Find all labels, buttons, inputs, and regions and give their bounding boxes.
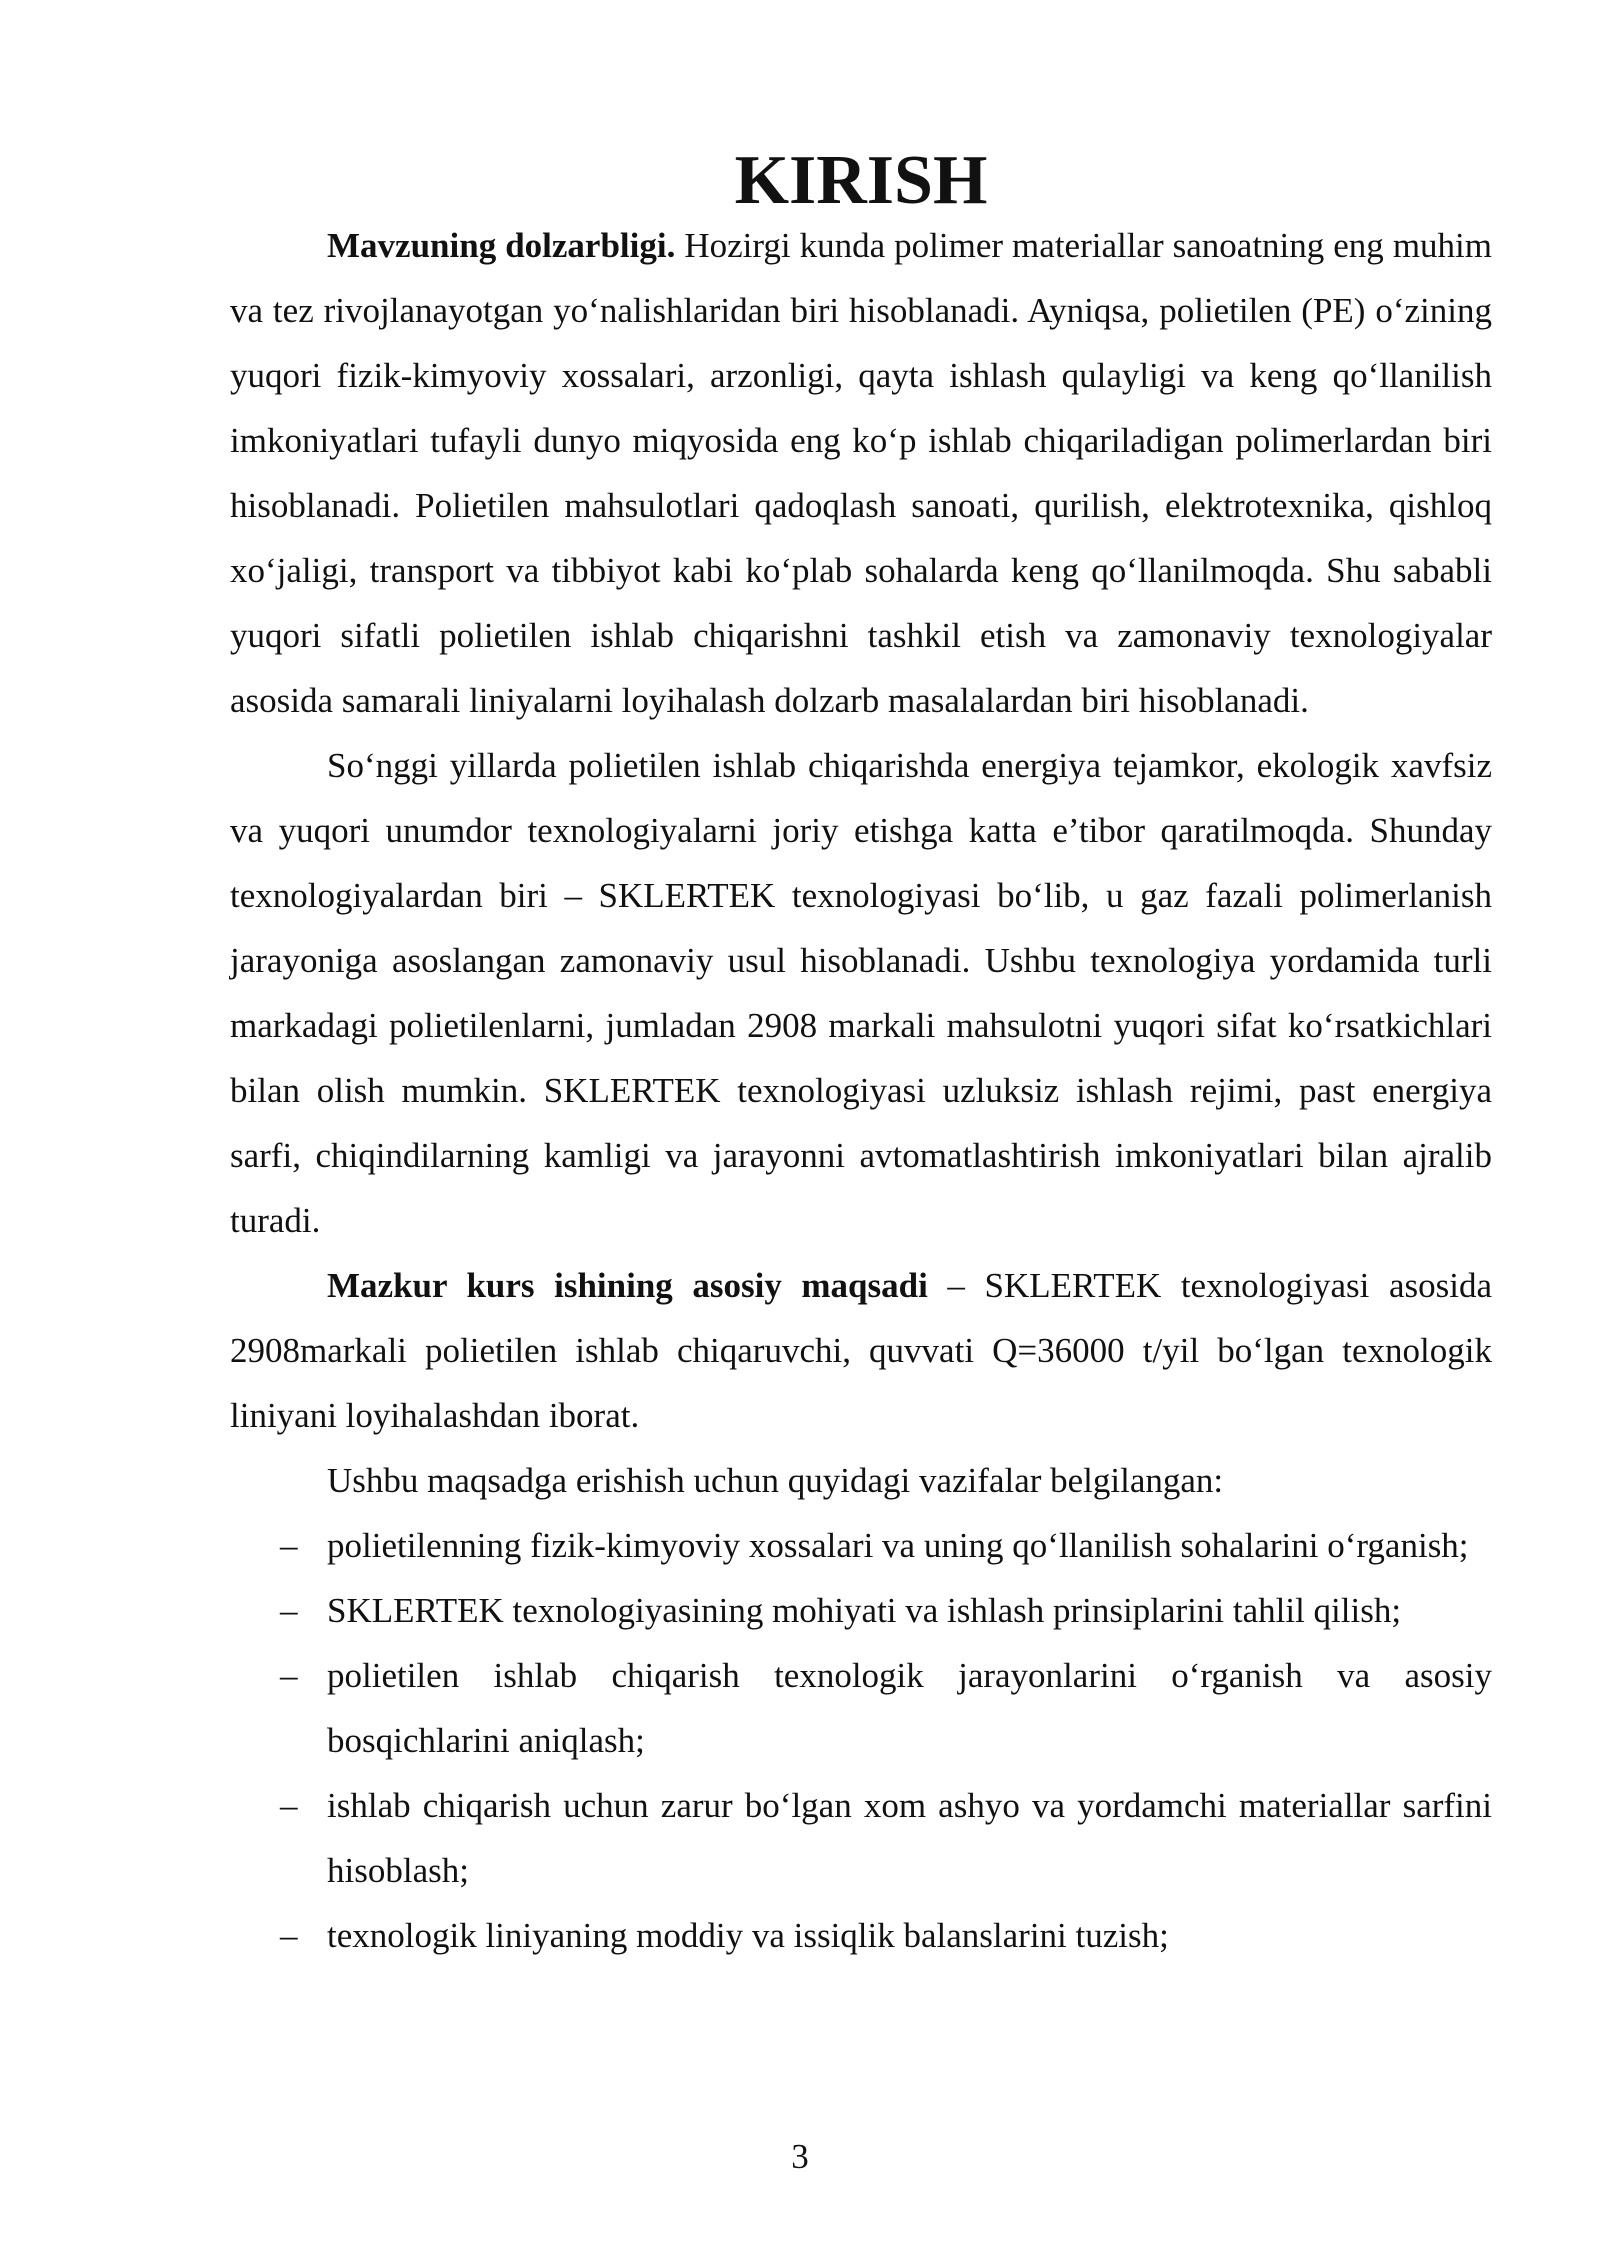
tasks-intro: Ushbu maqsadga erishish uchun quyidagi vazifalar belgilangan: xyxy=(327,1461,1224,1500)
tasks-list xyxy=(230,1513,1492,1968)
list-item xyxy=(230,1773,1492,1903)
list-item-text: SKLERTEK texnologiyasining mohiyati va ishlash prinsiplarini tahlil qilish; xyxy=(327,1591,1402,1630)
goal-lead: Mazkur kurs ishining asosiy maqsadi xyxy=(327,1266,928,1305)
technology-paragraph: So‘nggi yillarda polietilen ishlab chiqarishda energiya tejamkor, ekologik xavfsiz va yuqori unumdor texnologiyalarni joriy etishga katta e’tibor qaratilmoqda. Shunday texnologiyalardan biri – SKLERTEK texnologiyasi bo‘lib, u gaz fazali polimerlanish jarayoniga asoslangan zamonaviy usul hisoblanadi. Ushbu texnologiya yordamida turli markadagi polietilenlarni, jumladan 2908 markali mahsulotni yuqori sifat ko‘rsatkichlari bilan olish mumkin. SKLERTEK texnologiyasi uzluksiz ishlash rejimi, past energiya sarfi, chiqindilarning kamligi va jarayonni avtomatlashtirish imkoniyatlari bilan ajralib turadi. xyxy=(230,746,1492,1240)
list-item-text: polietilenning fizik-kimyoviy xossalari va uning qo‘llanilish sohalarini o‘rganish; xyxy=(327,1526,1469,1565)
dash-bullet: – xyxy=(280,1916,298,1955)
intro-text: Hozirgi kunda polimer materiallar sanoatning eng muhim va tez rivojlanayotgan yo‘nalishlaridan biri hisoblanadi. Ayniqsa, polietilen (PE) o‘zining yuqori fizik-kimyoviy xossalari, arzonligi, qayta ishlash qulayligi va keng qo‘llanilish imkoniyatlari tufayli dunyo miqyosida eng ko‘p ishlab chiqariladigan polimerlardan biri hisoblanadi. Polietilen mahsulotlari qadoqlash sanoati, qurilish, elektrotexnika, qishloq xo‘jaligi, transport va tibbiyot kabi ko‘plab sohalarda keng qo‘llanilmoqda. Shu sababli yuqori sifatli polietilen ishlab chiqarishni tashkil etish va zamonaviy texnologiyalar asosida samarali liniyalarni loyihalash dolzarb masalalardan biri hisoblanadi. xyxy=(230,226,1492,720)
goal-paragraph xyxy=(230,1253,1492,1448)
list-item xyxy=(230,1643,1492,1773)
list-item xyxy=(230,1513,1492,1578)
intro-lead: Mavzuning dolzarbligi. xyxy=(327,226,676,265)
list-item-text: texnologik liniyaning moddiy va issiqlik balanslarini tuzish; xyxy=(327,1916,1169,1955)
dash-bullet: – xyxy=(280,1656,298,1695)
dash-bullet: – xyxy=(280,1591,298,1630)
list-item xyxy=(230,1578,1492,1643)
dash-bullet: – xyxy=(280,1526,298,1565)
intro-paragraph xyxy=(230,213,1492,733)
section-heading: KIRISH xyxy=(734,142,988,219)
list-item-text: polietilen ishlab chiqarish texnologik jarayonlarini o‘rganish va asosiy bosqichlarini aniqlash; xyxy=(327,1656,1492,1760)
list-item xyxy=(230,1903,1492,1968)
goal-text: – SKLERTEK texnologiyasi asosida 2908markali polietilen ishlab chiqaruvchi, quvvati Q=36000 t/yil bo‘lgan texnologik liniyani loyihalashdan iborat. xyxy=(230,1266,1492,1435)
page-number: 3 xyxy=(791,2137,809,2176)
list-item-text: ishlab chiqarish uchun zarur bo‘lgan xom ashyo va yordamchi materiallar sarfini hisoblash; xyxy=(327,1786,1492,1890)
page-content xyxy=(230,142,1492,1968)
dash-bullet: – xyxy=(280,1786,298,1825)
